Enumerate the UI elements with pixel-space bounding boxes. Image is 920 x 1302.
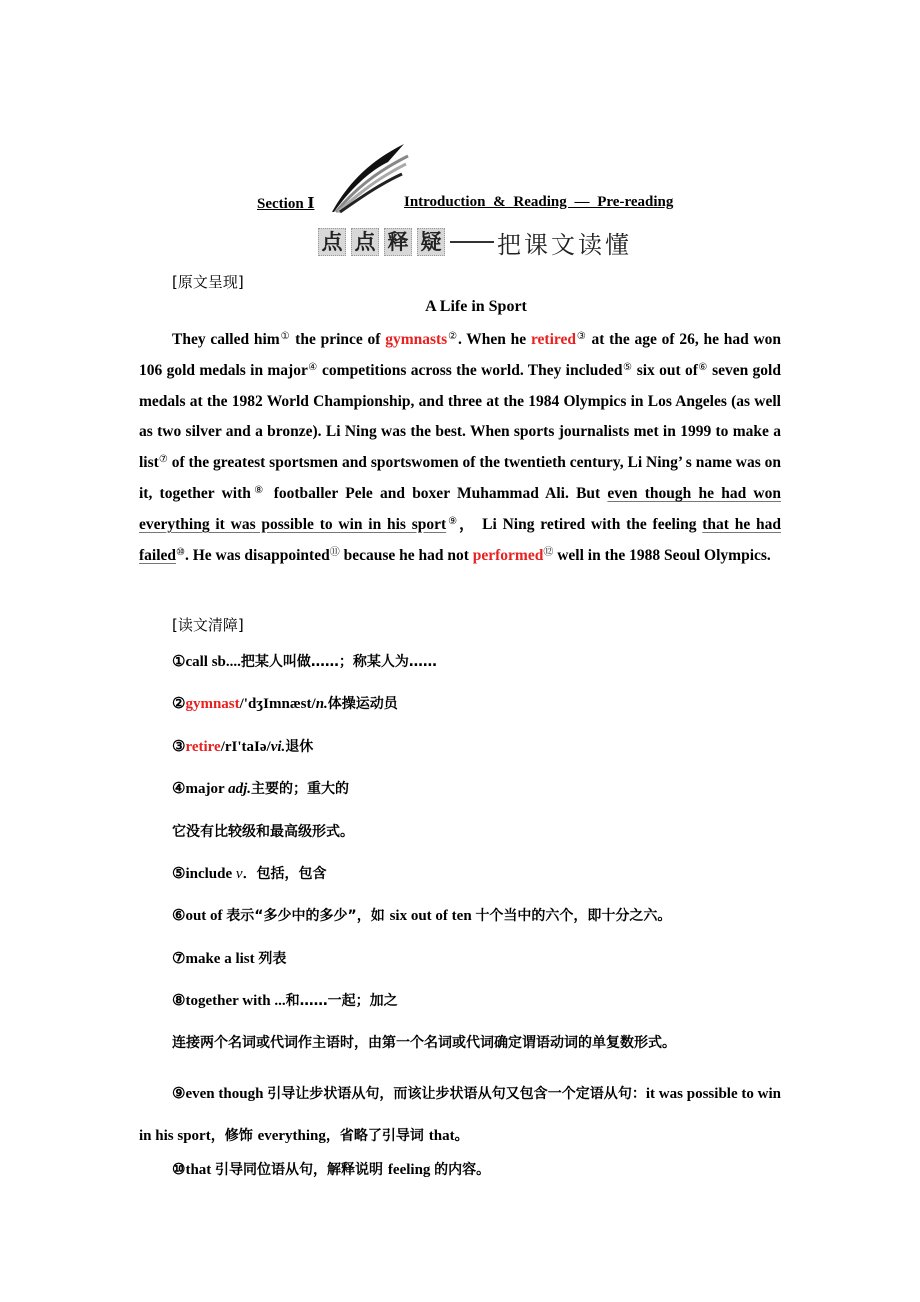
- keyword-retired: retired: [530, 331, 576, 348]
- swoosh-streak-logo-icon: [328, 140, 412, 216]
- text: of the greatest sportsmen and sportswomen of the twentieth century, Li Ning’ s name was on it, together with: [139, 454, 781, 502]
- note-en: that: [428, 1128, 455, 1144]
- text: ， Li Ning retired with the feeling: [458, 515, 703, 533]
- note-item: [172, 948, 286, 968]
- note-marker: ⑥: [697, 361, 708, 373]
- note-marker: ⑫: [543, 546, 554, 558]
- note-zh: 和……一起；加之: [285, 993, 398, 1009]
- note-en: everything: [257, 1128, 326, 1144]
- text: because he had not: [339, 546, 473, 564]
- note-marker: ⑦: [158, 454, 168, 466]
- text: footballer Pele and boxer Muhammad Ali. But: [266, 484, 608, 502]
- note-number: ⑧: [172, 993, 186, 1009]
- note-zh: 。: [454, 1128, 469, 1144]
- note-zh: 引导让步状语从句，而该让步状语从句又包含一个定语从句：: [267, 1086, 646, 1102]
- note-marker: ①: [279, 331, 291, 342]
- section-label: Section Ⅰ: [257, 196, 315, 212]
- note-item: [172, 1159, 490, 1179]
- note-zh: 连接两个名词或代词作主语时，由第一个名词或代词确定谓语动词的单复数形式。: [172, 1035, 676, 1051]
- passage-title: A Life in Sport: [425, 298, 527, 315]
- original-text-label: [原文呈现]: [172, 273, 244, 291]
- note-item: [172, 990, 398, 1010]
- note-zh: 引导同位语从句，解释说明: [215, 1162, 388, 1178]
- note-item: [172, 693, 398, 713]
- banner-box-char: 释: [384, 228, 412, 256]
- text: . He was disappointed: [185, 546, 330, 564]
- note-en: out of: [185, 908, 227, 924]
- underlined-clause: even though he had won everything it was possible to win in his sport: [139, 484, 781, 533]
- note-en: make a list: [185, 951, 259, 967]
- note-number: ④: [172, 781, 186, 797]
- banner-text: 把课文读懂: [497, 230, 632, 259]
- note-phonetic: /rI'taIə/: [220, 739, 271, 755]
- note-marker: ⑧: [250, 484, 267, 496]
- note-marker: ⑩: [176, 546, 185, 558]
- note-number: ⑦: [172, 951, 186, 967]
- note-number: ①: [172, 654, 186, 670]
- note-number: ⑤: [172, 866, 186, 882]
- note-zh: ，省略了引导词: [325, 1128, 429, 1144]
- text: six out of: [632, 361, 698, 379]
- section-title: Introduction & Reading — Pre-reading: [404, 194, 674, 210]
- note-en: call sb....: [185, 654, 241, 670]
- note-number: ⑩: [172, 1162, 186, 1178]
- note-item: [172, 821, 354, 841]
- note-marker: ④: [307, 361, 318, 373]
- note-pos: adj.: [228, 781, 252, 797]
- note-number: ②: [172, 696, 186, 712]
- note-item: [172, 736, 313, 756]
- note-marker: ⑤: [622, 361, 633, 373]
- note-pos: vi.: [270, 739, 286, 755]
- note-pos: v: [235, 866, 243, 882]
- text: . When he: [457, 331, 531, 348]
- note-zh: ．包括，包含: [242, 866, 327, 882]
- note-word: retire: [185, 739, 221, 755]
- note-item: [172, 905, 671, 925]
- text: They called him: [172, 331, 280, 348]
- note-en: that: [185, 1162, 216, 1178]
- banner-box-char: 疑: [417, 228, 445, 256]
- note-zh: 表示“多少中的多少”，如: [226, 908, 390, 924]
- note-en: include: [185, 866, 236, 882]
- note-number: ③: [172, 739, 186, 755]
- note-zh: 十个当中的六个，即十分之六。: [475, 908, 672, 924]
- note-marker: ③: [575, 331, 587, 342]
- note-en: feeling: [387, 1162, 435, 1178]
- note-en: it was possible to win in his sport: [139, 1086, 781, 1144]
- note-phonetic: /'dʒImnæst/: [239, 696, 316, 712]
- keyword-performed: performed: [472, 546, 544, 564]
- note-item: [172, 1032, 676, 1052]
- note-zh: 的内容。: [434, 1162, 491, 1178]
- note-zh: 体操运动员: [327, 696, 398, 712]
- note-marker: ②: [447, 331, 458, 342]
- note-item: [172, 651, 437, 671]
- note-zh: 主要的；重大的: [251, 781, 350, 797]
- note-marker: ⑨: [446, 515, 459, 527]
- underlined-clause: that he had failed: [139, 515, 781, 564]
- note-word: gymnast: [185, 696, 240, 712]
- note-zh: 它没有比较级和最高级形式。: [172, 824, 354, 840]
- note-zh: 把某人叫做……；称某人为……: [240, 654, 437, 670]
- banner-dash: [450, 241, 494, 243]
- note-pos: n.: [315, 696, 328, 712]
- text: well in the 1988 Seoul Olympics.: [553, 546, 771, 564]
- text: competitions across the world. They included: [317, 361, 623, 379]
- note-number: ⑨: [172, 1086, 186, 1102]
- text: seven gold medals at the 1982 World Championship, and three at the 1984 Olympics in Los Angeles (as well as two silver and a bronze). Li Ning was the best. When sports journalists met in 1999 to make a list: [139, 361, 781, 472]
- note-en: together with ...: [185, 993, 286, 1009]
- note-number: ⑥: [172, 908, 186, 924]
- banner-heading: [318, 226, 632, 258]
- banner-box-char: 点: [351, 228, 379, 256]
- banner-box-char: 点: [318, 228, 346, 256]
- note-item: [172, 863, 327, 883]
- passage-body: [139, 325, 781, 571]
- note-en: major: [185, 781, 229, 797]
- note-zh: 列表: [258, 951, 287, 967]
- note-item: [172, 778, 349, 798]
- note-marker: ⑪: [329, 546, 340, 558]
- text: at the age of 26, he had won 106 gold medals in major: [139, 331, 782, 379]
- note-en: even though: [185, 1086, 268, 1102]
- keyword-gymnasts: gymnasts: [385, 331, 448, 348]
- note-zh: 退休: [285, 739, 314, 755]
- text: the prince of: [290, 331, 386, 348]
- notes-label: [读文清障]: [172, 616, 244, 634]
- note-en: six out of ten: [389, 908, 476, 924]
- note-zh: ，修饰: [210, 1128, 258, 1144]
- note-item-wrapped: [139, 1073, 781, 1157]
